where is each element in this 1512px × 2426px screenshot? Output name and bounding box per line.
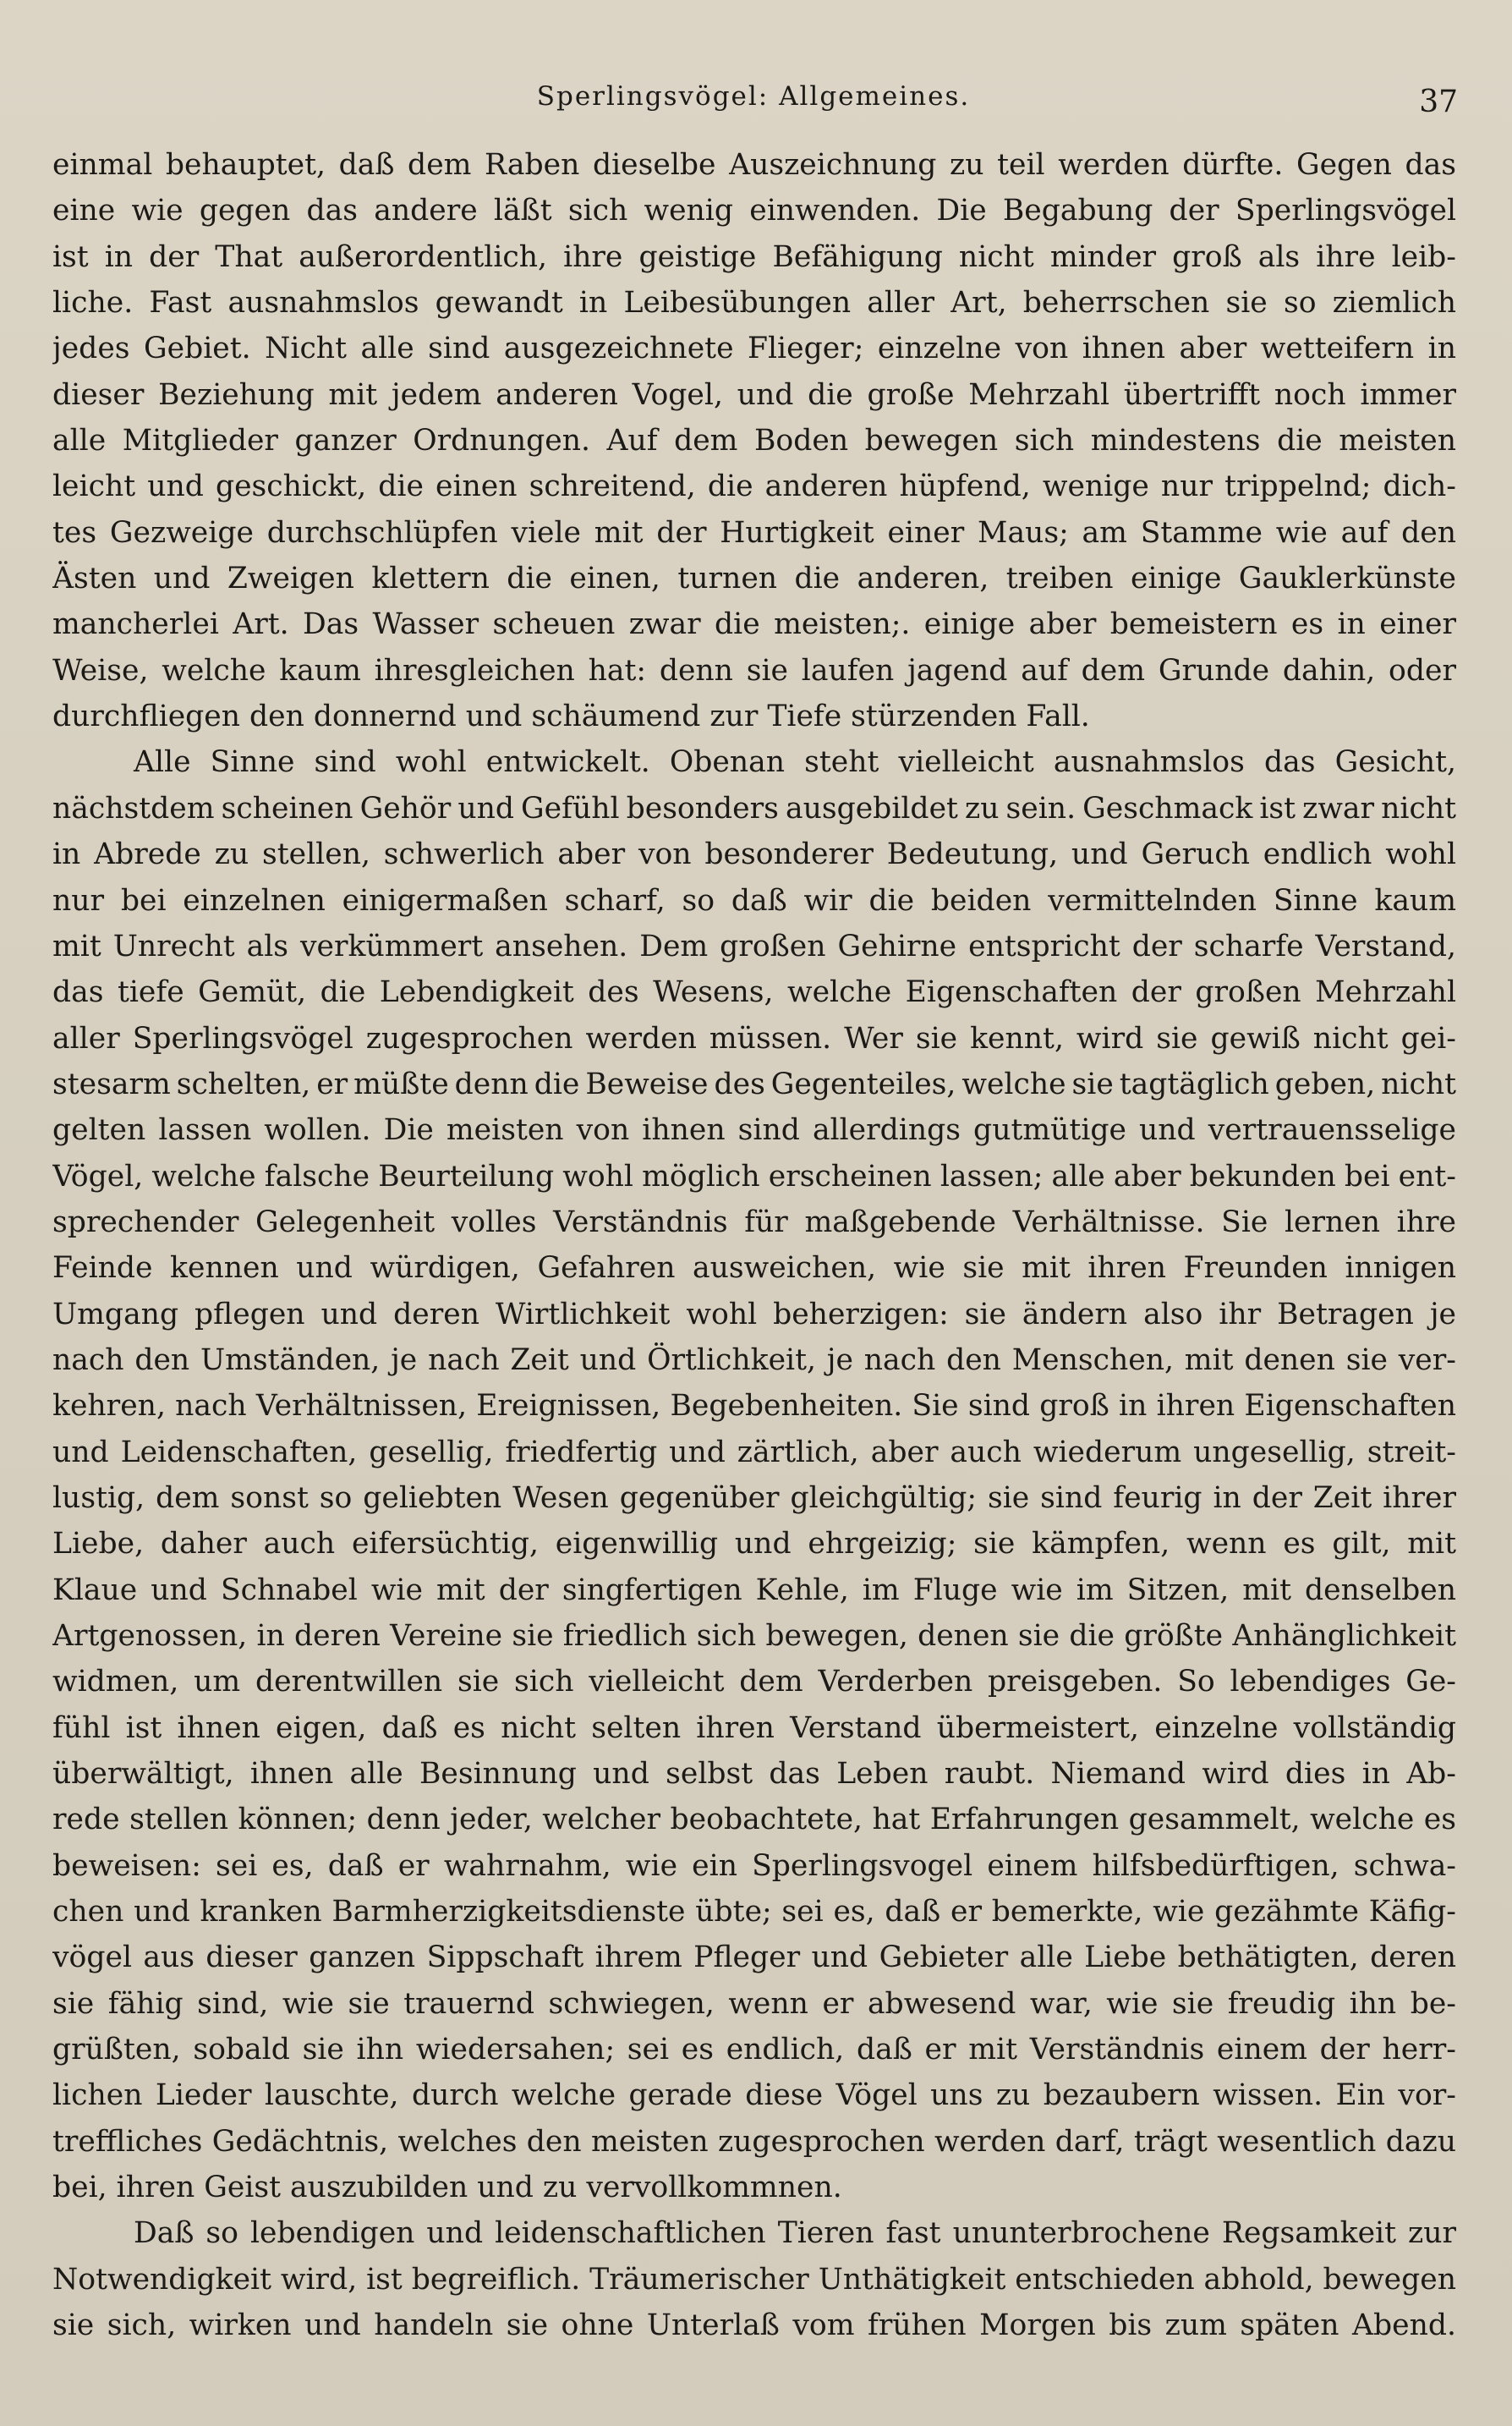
- text-line: dieser Beziehung mit jedem anderen Vogel, und die große Mehrzahl übertrifft noch immer: [52, 377, 1456, 412]
- text-line: Daß so lebendigen und leidenschaftlichen Tieren fast ununterbrochene Regsamkeit zur: [134, 2216, 1456, 2251]
- text-line: beweisen: sei es, daß er wahrnahm, wie ein Sperlingsvogel einem hilfsbedürftigen, schwa-: [52, 1848, 1456, 1883]
- text-line: Vögel, welche falsche Beurteilung wohl möglich erscheinen lassen; alle aber bekunden bei ent-: [52, 1159, 1456, 1194]
- text-line: sprechender Gelegenheit volles Verständnis für maßgebende Verhältnisse. Sie lernen ihre: [52, 1205, 1456, 1239]
- text-line: kehren, nach Verhältnissen, Ereignissen, Begebenheiten. Sie sind groß in ihren Eigenschaften: [52, 1389, 1456, 1424]
- text-line: Liebe, daher auch eifersüchtig, eigenwillig und ehrgeizig; sie kämpfen, wenn es gilt, mit: [52, 1527, 1456, 1562]
- text-line: sie sich, wirken und handeln sie ohne Unterlaß vom frühen Morgen bis zum späten Abend.: [52, 2308, 1456, 2343]
- text-line: gelten lassen wollen. Die meisten von ihnen sind allerdings gutmütige und vertrauensselige: [52, 1113, 1456, 1148]
- text-line: nur bei einzelnen einigermaßen scharf, so daß wir die beiden vermittelnden Sinne kaum: [52, 883, 1456, 918]
- text-line: treffliches Gedächtnis, welches den meisten zugesprochen werden darf, trägt wesentlich dazu: [52, 2124, 1456, 2159]
- text-line: nach den Umständen, je nach Zeit und Örtlichkeit, je nach den Menschen, mit denen sie ver-: [52, 1342, 1456, 1377]
- text-line: eine wie gegen das andere läßt sich wenig einwenden. Die Begabung der Sperlingsvögel: [52, 194, 1456, 228]
- text-line: chen und kranken Barmherzigkeitsdienste übte; sei es, daß er bemerkte, wie gezähmte Käfig-: [52, 1895, 1456, 1929]
- text-line: Ästen und Zweigen klettern die einen, turnen die anderen, treiben einige Gauklerkünste: [52, 562, 1456, 596]
- text-line: und Leidenschaften, gesellig, friedfertig und zärtlich, aber auch wiederum ungesellig, streit-: [52, 1435, 1456, 1469]
- text-line: ist in der That außerordentlich, ihre geistige Befähigung nicht minder groß als ihre leib-: [52, 239, 1456, 274]
- text-line: lichen Lieder lauschte, durch welche gerade diese Vögel uns zu bezaubern wissen. Ein vor-: [52, 2078, 1456, 2113]
- text-line: stesarm schelten, er müßte denn die Beweise des Gegenteiles, welche sie tagtäglich geben, nicht: [52, 1067, 1456, 1101]
- text-line: einmal behauptet, daß dem Raben dieselbe Auszeichnung zu teil werden dürfte. Gegen das: [52, 148, 1456, 182]
- text-line: Notwendigkeit wird, ist begreiflich. Träumerischer Unthätigkeit entschieden abhold, bewegen: [52, 2262, 1456, 2297]
- text-line: Umgang pflegen und deren Wirtlichkeit wohl beherzigen: sie ändern also ihr Betragen je: [52, 1297, 1456, 1331]
- text-line: Klaue und Schnabel wie mit der singfertigen Kehle, im Fluge wie im Sitzen, mit denselben: [52, 1573, 1456, 1607]
- text-line: überwältigt, ihnen alle Besinnung und selbst das Leben raubt. Niemand wird dies in Ab-: [52, 1757, 1456, 1792]
- page-number: 37: [1419, 85, 1458, 119]
- text-line: durchfliegen den donnernd und schäumend zur Tiefe stürzenden Fall.: [52, 700, 1090, 734]
- text-line: Weise, welche kaum ihresgleichen hat: denn sie laufen jagend auf dem Grunde dahin, oder: [52, 653, 1456, 688]
- text-line: grüßten, sobald sie ihn wiedersahen; sei es endlich, daß er mit Verständnis einem der herr-: [52, 2033, 1456, 2067]
- text-line: nächstdem scheinen Gehör und Gefühl besonders ausgebildet zu sein. Geschmack ist zwar nicht: [52, 791, 1456, 826]
- page-header: [49, 81, 1458, 132]
- text-line: das tiefe Gemüt, die Lebendigkeit des Wesens, welche Eigenschaften der großen Mehrzahl: [52, 975, 1456, 1010]
- text-line: rede stellen können; denn jeder, welcher beobachtete, hat Erfahrungen gesammelt, welche es: [52, 1803, 1456, 1837]
- running-title: Sperlingsvögel: Allgemeines.: [536, 81, 971, 112]
- text-line: mancherlei Art. Das Wasser scheuen zwar die meisten;. einige aber bemeistern es in einer: [52, 607, 1456, 642]
- text-line: sie fähig sind, wie sie trauernd schwiegen, wenn er abwesend war, wie sie freudig ihn be-: [52, 1986, 1456, 2021]
- text-line: alle Mitglieder ganzer Ordnungen. Auf dem Boden bewegen sich mindestens die meisten: [52, 424, 1456, 458]
- text-line: Artgenossen, in deren Vereine sie friedlich sich bewegen, denen sie die größte Anhänglichkeit: [52, 1619, 1456, 1653]
- text-line: liche. Fast ausnahmslos gewandt in Leibesübungen aller Art, beherrschen sie so ziemlich: [52, 286, 1456, 321]
- text-line: aller Sperlingsvögel zugesprochen werden müssen. Wer sie kennt, wird sie gewiß nicht gei-: [52, 1021, 1456, 1056]
- text-line: widmen, um derentwillen sie sich vielleicht dem Verderben preisgeben. So lebendiges Ge-: [52, 1665, 1456, 1699]
- text-line: Alle Sinne sind wohl entwickelt. Obenan steht vielleicht ausnahmslos das Gesicht,: [134, 745, 1456, 780]
- text-line: jedes Gebiet. Nicht alle sind ausgezeichnete Flieger; einzelne von ihnen aber wetteifern in: [52, 332, 1456, 366]
- text-line: leicht und geschickt, die einen schreitend, die anderen hüpfend, wenige nur trippelnd; dich-: [52, 469, 1456, 504]
- text-line: in Abrede zu stellen, schwerlich aber von besonderer Bedeutung, und Geruch endlich wohl: [52, 837, 1456, 872]
- text-line: vögel aus dieser ganzen Sippschaft ihrem Pfleger und Gebieter alle Liebe bethätigten, deren: [52, 1940, 1456, 1975]
- text-line: tes Gezweige durchschlüpfen viele mit der Hurtigkeit einer Maus; am Stamme wie auf den: [52, 515, 1456, 550]
- text-line: lustig, dem sonst so geliebten Wesen gegenüber gleichgültig; sie sind feurig in der Zeit ihrer: [52, 1480, 1456, 1515]
- text-line: fühl ist ihnen eigen, daß es nicht selten ihren Verstand übermeistert, einzelne vollständig: [52, 1710, 1456, 1745]
- text-line: mit Unrecht als verkümmert ansehen. Dem großen Gehirne entspricht der scharfe Verstand,: [52, 929, 1456, 963]
- body-text: [52, 142, 1456, 2349]
- text-line: Feinde kennen und würdigen, Gefahren ausweichen, wie sie mit ihren Freunden innigen: [52, 1251, 1456, 1286]
- text-line: bei, ihren Geist auszubilden und zu vervollkommnen.: [52, 2171, 842, 2205]
